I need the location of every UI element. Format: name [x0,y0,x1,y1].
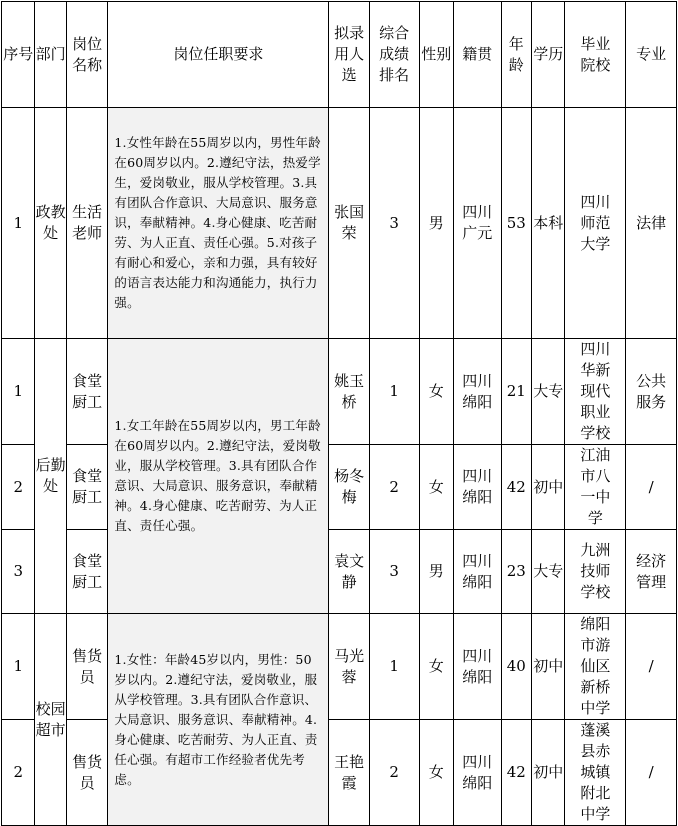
position-cell: 生活老师 [66,108,108,339]
school-cell: 江油市八一中学 [565,445,626,530]
candidate-name: 杨冬梅 [329,445,370,530]
sex-cell: 男 [419,108,453,339]
rank-cell: 1 [369,614,419,720]
rank-cell: 3 [369,108,419,339]
header-rank: 综合成绩排名 [369,2,419,108]
table-row [2,720,677,826]
position-cell: 食堂厨工 [66,339,108,445]
header-origin: 籍贯 [453,2,501,108]
header-age: 年龄 [501,2,531,108]
major-cell: 经济管理 [626,530,677,614]
position-cell: 售货员 [66,720,108,826]
origin-cell: 四川绵阳 [453,339,501,445]
origin-cell: 四川广元 [453,108,501,339]
age-cell: 42 [501,720,531,826]
age-cell: 21 [501,339,531,445]
header-candidate: 拟录用人选 [329,2,370,108]
table-row [2,445,677,530]
requirements-cell: 1.女工年龄在55周岁以内，男工年龄在60周岁以内。2.遵纪守法，爱岗敬业，服从学校管理。3.具有团队合作意识、大局意识、服务意识，奉献精神。4.身心健康、吃苦耐劳、为人正直、责任心强。 [108,339,329,614]
position-cell: 售货员 [66,614,108,720]
header-major: 专业 [626,2,677,108]
rank-cell: 2 [369,445,419,530]
education-cell: 初中 [531,614,564,720]
school-cell: 四川师范大学 [565,108,626,339]
header-row [2,2,677,108]
dept-cell: 后勤处 [35,339,66,614]
dept-cell: 政教处 [35,108,66,339]
age-cell: 23 [501,530,531,614]
table-row [2,530,677,614]
major-cell: / [626,614,677,720]
sex-cell: 女 [419,339,453,445]
row-no: 1 [2,614,35,720]
table-row [2,339,677,445]
table-row [2,108,677,339]
school-cell: 蓬溪县赤城镇附北中学 [565,720,626,826]
age-cell: 42 [501,445,531,530]
rank-cell: 2 [369,720,419,826]
header-requirements: 岗位任职要求 [108,2,329,108]
row-no: 3 [2,530,35,614]
education-cell: 初中 [531,445,564,530]
major-cell: 公共服务 [626,339,677,445]
school-cell: 九洲技师学校 [565,530,626,614]
origin-cell: 四川绵阳 [453,530,501,614]
candidate-name: 张国荣 [329,108,370,339]
candidate-name: 姚玉桥 [329,339,370,445]
position-cell: 食堂厨工 [66,530,108,614]
header-school: 毕业院校 [565,2,626,108]
major-cell: 法律 [626,108,677,339]
origin-cell: 四川绵阳 [453,614,501,720]
position-cell: 食堂厨工 [66,445,108,530]
table-row [2,614,677,720]
candidate-name: 王艳霞 [329,720,370,826]
dept-cell: 校园超市 [35,614,66,826]
age-cell: 53 [501,108,531,339]
education-cell: 大专 [531,530,564,614]
sex-cell: 男 [419,530,453,614]
rank-cell: 3 [369,530,419,614]
school-cell: 四川华新现代职业学校 [565,339,626,445]
sex-cell: 女 [419,445,453,530]
education-cell: 本科 [531,108,564,339]
rank-cell: 1 [369,339,419,445]
age-cell: 40 [501,614,531,720]
row-no: 1 [2,339,35,445]
requirements-cell: 1.女性年龄在55周岁以内，男性年龄在60周岁以内。2.遵纪守法，热爱学生，爱岗敬业，服从学校管理。3.具有团队合作意识、大局意识、服务意识，奉献精神。4.身心健康、吃苦耐劳、为人正直、责任心强。5.对孩子有耐心和爱心，亲和力强，具有较好的语言表达能力和沟通能力，执行力强。 [108,108,329,339]
row-no: 2 [2,720,35,826]
requirements-cell: 1.女性：年龄45岁以内，男性：50岁以内。2.遵纪守法，爱岗敬业，服从学校管理。3.具有团队合作意识、大局意识、服务意识、奉献精神。4.身心健康、吃苦耐劳、为人正直、责任心强。有超市工作经验者优先考虑。 [108,614,329,826]
row-no: 1 [2,108,35,339]
candidate-name: 袁文静 [329,530,370,614]
sex-cell: 女 [419,720,453,826]
origin-cell: 四川绵阳 [453,445,501,530]
education-cell: 初中 [531,720,564,826]
major-cell: / [626,445,677,530]
major-cell: / [626,720,677,826]
header-no: 序号 [2,2,35,108]
header-education: 学历 [531,2,564,108]
hiring-table [1,1,677,826]
origin-cell: 四川绵阳 [453,720,501,826]
header-position: 岗位名称 [66,2,108,108]
candidate-name: 马光蓉 [329,614,370,720]
sex-cell: 女 [419,614,453,720]
row-no: 2 [2,445,35,530]
header-sex: 性别 [419,2,453,108]
school-cell: 绵阳市游仙区新桥中学 [565,614,626,720]
education-cell: 大专 [531,339,564,445]
header-dept: 部门 [35,2,66,108]
